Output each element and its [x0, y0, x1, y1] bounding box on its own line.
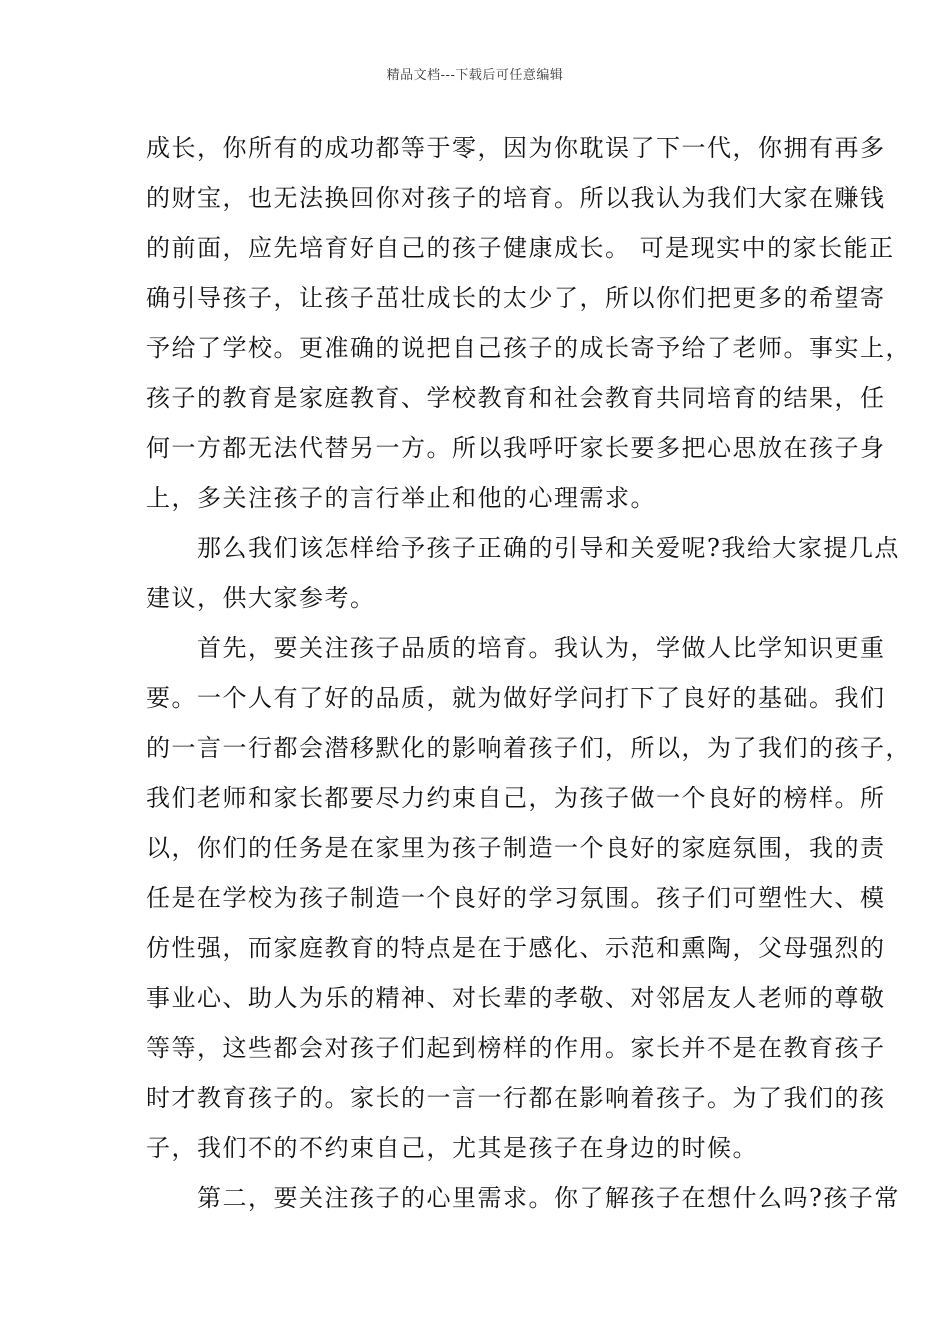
- text-line: 以，你们的任务是在家里为孩子制造一个良好的家庭氛围，我的责: [146, 834, 886, 862]
- text-line: 成长，你所有的成功都等于零，因为你耽误了下一代，你拥有再多: [146, 134, 886, 162]
- text-line: 首先，要关注孩子品质的培育。我认为，学做人比学知识更重: [146, 634, 886, 662]
- text-line: 仿性强，而家庭教育的特点是在于感化、示范和熏陶，父母强烈的: [146, 934, 886, 962]
- text-line: 孩子的教育是家庭教育、学校教育和社会教育共同培育的结果，任: [146, 384, 886, 412]
- text-line: 等等，这些都会对孩子们起到榜样的作用。家长并不是在教育孩子: [146, 1034, 886, 1062]
- text-line: 事业心、助人为乐的精神、对长辈的孝敬、对邻居友人老师的尊敬: [146, 984, 886, 1012]
- text-line: 何一方都无法代替另一方。所以我呼吁家长要多把心思放在孩子身: [146, 434, 886, 462]
- text-line: 第二，要关注孩子的心里需求。你了解孩子在想什么吗?孩子常: [146, 1184, 900, 1212]
- text-line: 子，我们不的不约束自己，尤其是孩子在身边的时候。: [146, 1134, 758, 1162]
- text-line: 那么我们该怎样给予孩子正确的引导和关爱呢?我给大家提几点: [146, 534, 900, 562]
- text-line: 的前面，应先培育好自己的孩子健康成长。 可是现实中的家长能正: [146, 234, 895, 262]
- text-line: 建议，供大家参考。: [146, 584, 376, 612]
- page-header: 精品文档---下载后可任意编辑: [386, 68, 564, 83]
- text-line: 要。一个人有了好的品质，就为做好学问打下了良好的基础。我们: [146, 684, 886, 712]
- text-line: 我们老师和家长都要尽力约束自己，为孩子做一个良好的榜样。所: [146, 784, 886, 812]
- text-line: 时才教育孩子的。家长的一言一行都在影响着孩子。为了我们的孩: [146, 1084, 886, 1112]
- text-line: 上，多关注孩子的言行举止和他的心理需求。: [146, 484, 656, 512]
- text-line: 任是在学校为孩子制造一个良好的学习氛围。孩子们可塑性大、模: [146, 884, 886, 912]
- text-line: 予给了学校。更准确的说把自己孩子的成长寄予给了老师。事实上，: [146, 334, 911, 362]
- text-line: 的财宝，也无法换回你对孩子的培育。所以我认为我们大家在赚钱: [146, 184, 886, 212]
- text-line: 确引导孩子，让孩子茁壮成长的太少了，所以你们把更多的希望寄: [146, 284, 886, 312]
- text-line: 的一言一行都会潜移默化的影响着孩子们，所以，为了我们的孩子，: [146, 734, 911, 762]
